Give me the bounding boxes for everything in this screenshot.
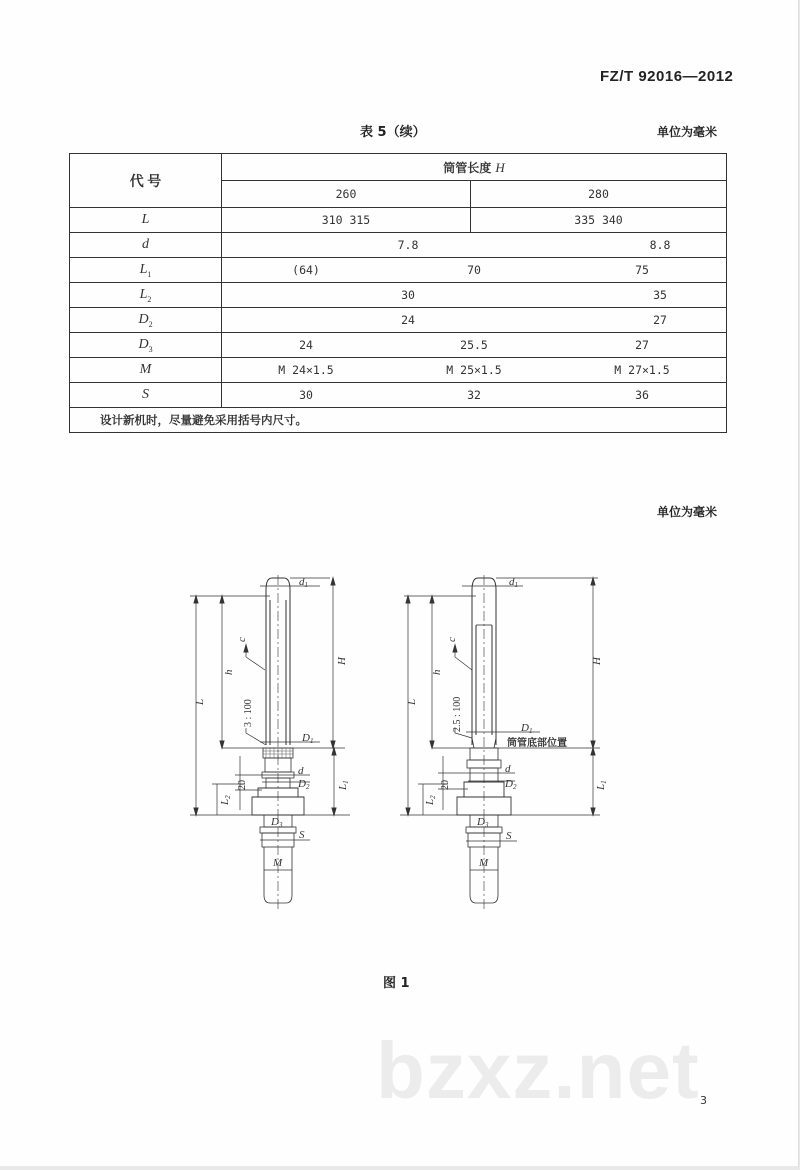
cell-group [222, 358, 727, 383]
cell: 32 [467, 388, 481, 402]
svg-text:D3: D3 [477, 816, 489, 829]
svg-text:M: M [273, 857, 283, 869]
svg-text:20: 20 [237, 780, 248, 790]
cell: (64) [292, 263, 320, 277]
cell: 27 [635, 338, 649, 352]
cell: 35 [653, 288, 667, 302]
svg-text:20: 20 [440, 780, 451, 790]
col-260: 260 [222, 181, 471, 208]
table-row [70, 208, 727, 233]
row-symbol: M [70, 358, 222, 383]
cell: 335 340 [471, 208, 727, 233]
cell: M 24×1.5 [278, 363, 334, 377]
svg-text:c: c [236, 637, 248, 642]
svg-text:S: S [299, 829, 305, 841]
length-header [222, 154, 727, 181]
page-number: 3 [700, 1094, 707, 1107]
cell-group [222, 283, 727, 308]
length-header-symbol: H [495, 159, 505, 175]
cell: 30 [299, 388, 313, 402]
svg-text:L2: L2 [219, 795, 232, 805]
svg-text:h: h [223, 669, 235, 675]
cell: 310 315 [222, 208, 471, 233]
row-symbol: $D_2$ [70, 308, 222, 333]
svg-text:D1: D1 [521, 722, 533, 735]
row-symbol: $D_3$ [70, 333, 222, 358]
col-280: 280 [471, 181, 727, 208]
svg-text:L2: L2 [424, 795, 437, 805]
table-footnote: 设计新机时，尽量避免采用括号内尺寸。 [70, 408, 727, 433]
svg-text:d1: d1 [299, 576, 308, 589]
svg-text:c: c [446, 637, 458, 642]
svg-text:M: M [479, 857, 489, 869]
watermark: bzxz.net [376, 1026, 700, 1115]
svg-text:D1: D1 [302, 732, 314, 745]
cell-group [222, 333, 727, 358]
code-header: 代 号 [70, 154, 222, 208]
cell-group [222, 308, 727, 333]
svg-text:筒管底部位置: 筒管底部位置 [507, 738, 567, 749]
table-unit-note: 单位为毫米 [657, 125, 718, 139]
cell: 70 [467, 263, 481, 277]
svg-text:L1: L1 [337, 780, 350, 790]
table-row [70, 283, 727, 308]
cell-group [222, 258, 727, 283]
svg-text:D3: D3 [271, 816, 283, 829]
svg-text:2.5 : 100: 2.5 : 100 [452, 696, 463, 732]
standard-code: FZ/T 92016—2012 [600, 68, 734, 85]
cell: 7.8 [397, 238, 419, 252]
svg-text:D2: D2 [505, 778, 517, 791]
row-symbol: $L_2$ [70, 283, 222, 308]
row-symbol: d [70, 233, 222, 258]
cell: 36 [635, 388, 649, 402]
svg-text:3 : 100: 3 : 100 [243, 699, 254, 727]
svg-text:L: L [406, 698, 418, 705]
svg-text:H: H [336, 657, 348, 665]
figure-caption: 图 1 [383, 976, 410, 991]
cell: 75 [635, 263, 649, 277]
svg-text:d1: d1 [509, 576, 518, 589]
left-drawing [190, 575, 350, 910]
cell-group [222, 233, 727, 258]
table-row [70, 258, 727, 283]
row-symbol: L [70, 208, 222, 233]
svg-text:D2: D2 [298, 778, 310, 791]
svg-text:L1: L1 [595, 780, 608, 790]
figure-unit-note: 单位为毫米 [657, 505, 718, 519]
svg-text:S: S [506, 830, 512, 842]
cell: 25.5 [460, 338, 488, 352]
svg-text:H: H [591, 657, 603, 665]
row-symbol: $L_1$ [70, 258, 222, 283]
table-row [70, 233, 727, 258]
table-row [70, 383, 727, 408]
svg-text:d: d [505, 763, 511, 775]
right-drawing [400, 575, 600, 910]
cell: 27 [653, 313, 667, 327]
table-row [70, 333, 727, 358]
row-symbol: S [70, 383, 222, 408]
svg-text:h: h [431, 669, 443, 675]
table-row [70, 308, 727, 333]
table-title: 表 5（续） [360, 125, 426, 140]
bobbin-spindle-drawing [180, 565, 620, 915]
cell: M 25×1.5 [446, 363, 502, 377]
cell: 24 [299, 338, 313, 352]
svg-text:d: d [298, 765, 304, 777]
svg-text:L: L [194, 698, 206, 705]
spec-table [69, 153, 727, 433]
cell: 30 [401, 288, 415, 302]
cell: 24 [401, 313, 415, 327]
cell: M 27×1.5 [614, 363, 670, 377]
table-row [70, 358, 727, 383]
cell-group [222, 383, 727, 408]
cell: 8.8 [649, 238, 671, 252]
length-header-label: 筒管长度 [443, 160, 492, 175]
